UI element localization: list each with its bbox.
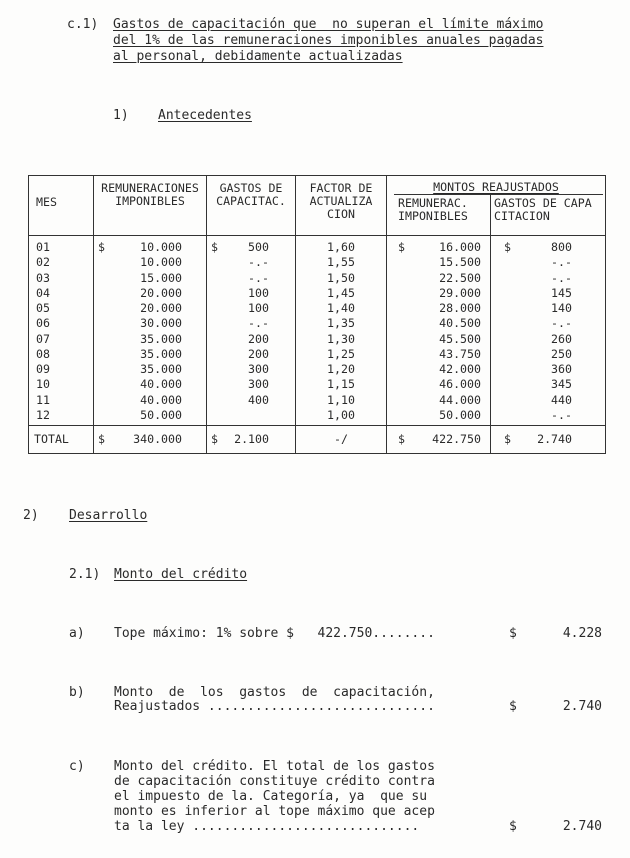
heading-line-3: al personal, debidamente actualizadas [113, 49, 403, 64]
table-cell-rr: 22.500 [439, 270, 481, 285]
table-cell-gr: -.- [551, 316, 572, 331]
total-remun-reaj: 422.750 [432, 432, 481, 446]
table-cell-fac: 1,15 [327, 377, 355, 392]
table-cell-gr: -.- [551, 407, 572, 422]
table-cell-rem: 20.000 [140, 301, 182, 315]
table-cell-rr: 45.500 [439, 331, 481, 346]
total-label: TOTAL [34, 432, 69, 446]
header-gastos-2: CAPACITAC. [216, 194, 286, 208]
table-cell-rr: 46.000 [439, 377, 481, 392]
header-remuneraciones-2: IMPONIBLES [115, 194, 185, 208]
header-factor-3: CION [327, 207, 355, 221]
table-cell-rem: 35.000 [140, 331, 182, 346]
item-c-line-3: el impuesto de la. Categoría, ya que su [114, 789, 428, 804]
header-gastos-1: GASTOS DE [219, 181, 283, 195]
total-factor: -/ [334, 432, 348, 446]
total-currency-remun: $ [98, 432, 105, 446]
table-cell-rr: 50.000 [439, 407, 481, 422]
table-cell-gas: -.- [248, 255, 269, 270]
table-cell-gas: 400 [248, 392, 269, 407]
table-cell-rem: 40.000 [140, 392, 182, 407]
table-cell-gr: -.- [551, 270, 572, 285]
total-currency-gastos: $ [211, 432, 218, 446]
table-cell-fac: 1,45 [327, 285, 355, 300]
total-currency-gastos-reaj: $ [504, 432, 511, 446]
table-cell-gr: 140 [551, 301, 572, 315]
currency-remun-reaj: $ [398, 240, 405, 254]
table-cell-mes: 08 [36, 346, 50, 361]
header-mes: MES [36, 195, 57, 209]
section-label: c.1) [67, 17, 99, 32]
table-cell-gas: 500 [248, 240, 269, 254]
item-a-amount: 4.228 [562, 626, 602, 641]
table-cell-mes: 11 [36, 392, 50, 407]
item-c-line-4: monto es inferior al tope máximo que acep [114, 804, 435, 819]
table-cell-gas: 100 [248, 285, 269, 300]
total-currency-remun-reaj: $ [398, 432, 405, 446]
antecedentes-title: Antecedentes [158, 108, 252, 123]
table-cell-fac: 1,40 [327, 301, 355, 315]
table-cell-mes: 06 [36, 316, 50, 331]
item-b-line-1: Monto de los gastos de capacitación, [114, 685, 435, 700]
table-cell-gas: 100 [248, 301, 269, 315]
item-c-amount: 2.740 [562, 819, 602, 834]
table-cell-mes: 02 [36, 255, 50, 270]
item-c-line-1: Monto del crédito. El total de los gastos [114, 759, 435, 774]
table-cell-rem: 50.000 [140, 407, 182, 422]
table-cell-fac: 1,30 [327, 331, 355, 346]
table-cell-mes: 12 [36, 407, 50, 422]
monto-number: 2.1) [69, 567, 101, 582]
table-cell-fac: 1,35 [327, 316, 355, 331]
item-b-line-2: Reajustados ............................. [114, 699, 435, 714]
item-b-label: b) [69, 685, 85, 700]
item-c-currency: $ [509, 819, 517, 834]
table-cell-mes: 05 [36, 301, 50, 315]
heading-line-2: del 1% de las remuneraciones imponibles anuales pagadas [113, 33, 544, 48]
currency-gastos: $ [211, 240, 218, 254]
table-cell-mes: 07 [36, 331, 50, 346]
table-cell-gas: 200 [248, 331, 269, 346]
table-cell-gr: 440 [551, 392, 572, 407]
table-cell-gr: 345 [551, 377, 572, 392]
table-cell-rr: 44.000 [439, 392, 481, 407]
table-cell-mes: 01 [36, 240, 50, 254]
total-gastos-reaj: 2.740 [537, 432, 572, 446]
item-a-text: Tope máximo: 1% sobre $ 422.750........ [114, 626, 435, 641]
item-a-currency: $ [509, 626, 517, 641]
header-remun-reaj-1: REMUNERAC. [398, 196, 468, 210]
table-cell-rr: 15.500 [439, 255, 481, 270]
table-cell-rem: 35.000 [140, 346, 182, 361]
table-cell-mes: 10 [36, 377, 50, 392]
table-cell-rem: 10.000 [140, 255, 182, 270]
table-cell-fac: 1,50 [327, 270, 355, 285]
heading-line-1: Gastos de capacitación que no superan el límite máximo [113, 17, 544, 32]
table-cell-rr: 42.000 [439, 362, 481, 376]
table-cell-gas: -.- [248, 270, 269, 285]
item-a-label: a) [69, 626, 85, 641]
table-cell-gas: 300 [248, 362, 269, 376]
table-cell-fac: 1,20 [327, 362, 355, 376]
table-cell-gas: 200 [248, 346, 269, 361]
header-remun-reaj-2: IMPONIBLES [398, 209, 468, 223]
table-cell-gr: 145 [551, 285, 572, 300]
antecedentes-number: 1) [113, 108, 129, 123]
header-gastos-reaj-2: CITACION [494, 209, 550, 223]
item-c-label: c) [69, 759, 85, 774]
header-remuneraciones-1: REMUNERACIONES [101, 181, 199, 195]
table-cell-rr: 29.000 [439, 285, 481, 300]
table-cell-gr: 260 [551, 331, 572, 346]
item-c-line-5: ta la ley ............................. [114, 819, 420, 834]
table-cell-mes: 09 [36, 362, 50, 376]
table-cell-gr: 800 [551, 240, 572, 254]
desarrollo-title: Desarrollo [69, 508, 148, 523]
header-factor-1: FACTOR DE [309, 181, 373, 195]
item-b-amount: 2.740 [562, 699, 602, 714]
table-cell-gas: -.- [248, 316, 269, 331]
table-cell-gr: 250 [551, 346, 572, 361]
table-cell-mes: 04 [36, 285, 50, 300]
header-gastos-reaj-1: GASTOS DE CAPA [494, 196, 592, 210]
currency-gastos-reaj: $ [504, 240, 511, 254]
total-remuneraciones: 340.000 [133, 432, 182, 446]
table-cell-fac: 1,00 [327, 407, 355, 422]
table-cell-rr: 28.000 [439, 301, 481, 315]
table-cell-rr: 16.000 [439, 240, 481, 254]
currency-remun: $ [98, 240, 105, 254]
table-cell-rem: 40.000 [140, 377, 182, 392]
table-cell-fac: 1,60 [327, 240, 355, 254]
table-cell-rem: 10.000 [140, 240, 182, 254]
table-cell-fac: 1,55 [327, 255, 355, 270]
item-b-currency: $ [509, 699, 517, 714]
table-cell-mes: 03 [36, 270, 50, 285]
table-cell-rem: 30.000 [140, 316, 182, 331]
table-cell-fac: 1,25 [327, 346, 355, 361]
header-factor-2: ACTUALIZA [309, 194, 373, 208]
monto-title: Monto del crédito [114, 567, 248, 582]
desarrollo-number: 2) [23, 508, 39, 523]
table-cell-rem: 35.000 [140, 362, 182, 376]
table-cell-rr: 43.750 [439, 346, 481, 361]
total-gastos: 2.100 [234, 432, 269, 446]
item-c-line-2: de capacitación constituye crédito contra [114, 774, 435, 789]
table-cell-rem: 15.000 [140, 270, 182, 285]
header-montos: MONTOS REAJUSTADOS [433, 180, 559, 194]
table-cell-rem: 20.000 [140, 285, 182, 300]
table-cell-gr: 360 [551, 362, 572, 376]
table-cell-fac: 1,10 [327, 392, 355, 407]
table-cell-gr: -.- [551, 255, 572, 270]
table-cell-rr: 40.500 [439, 316, 481, 331]
table-cell-gas: 300 [248, 377, 269, 392]
